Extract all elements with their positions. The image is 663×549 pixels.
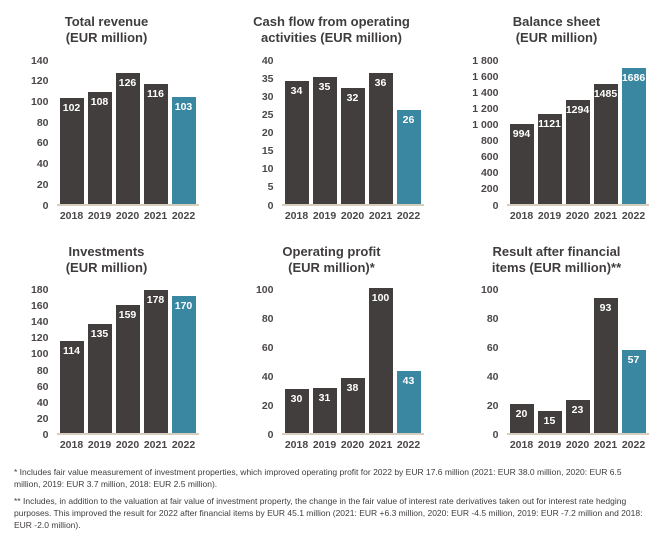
y-tick-label: 5 — [267, 181, 274, 194]
plot-right — [507, 61, 649, 222]
x-tick-label: 2022 — [396, 439, 421, 451]
x-tick-label: 2021 — [593, 209, 618, 222]
y-tick-label: 100 — [480, 284, 499, 296]
y-tick-label: 100 — [30, 348, 49, 361]
chart-title-line: items (EUR million)** — [491, 259, 622, 275]
bar-value-label: 108 — [90, 95, 109, 108]
bar-2020 — [566, 400, 590, 433]
plot-right — [57, 61, 199, 222]
x-tick-label: 2021 — [593, 439, 618, 451]
x-tick-label: 2018 — [284, 439, 309, 451]
chart-result-after-financial-items — [464, 232, 649, 452]
y-tick-label: 1 000 — [472, 118, 499, 131]
y-tick-label: 20 — [36, 178, 49, 191]
x-tick-label: 2020 — [565, 439, 590, 451]
chart-total-revenue — [14, 2, 199, 222]
x-tick-label: 2022 — [621, 209, 646, 222]
bar-2019 — [313, 77, 337, 204]
plot-area — [465, 54, 649, 222]
y-tick-label: 25 — [261, 108, 274, 121]
chart-title-line: activities (EUR million) — [261, 30, 402, 46]
x-tick-label: 2019 — [87, 209, 112, 222]
bar-2021 — [144, 84, 168, 204]
bar-2018 — [60, 98, 84, 204]
x-tick-label: 2018 — [509, 439, 534, 451]
bar-2018 — [285, 389, 309, 433]
x-axis — [282, 210, 424, 222]
y-tick-label: 40 — [261, 371, 274, 383]
plot-right — [282, 61, 424, 222]
y-axis — [240, 54, 274, 212]
plot-right — [57, 290, 199, 451]
bar-2022 — [622, 68, 646, 204]
y-tick-label: 120 — [30, 75, 49, 88]
bar-value-label: 1294 — [565, 103, 590, 116]
y-tick-label: 0 — [267, 199, 274, 212]
bar-value-label: 43 — [402, 375, 415, 387]
y-tick-label: 20 — [36, 412, 49, 425]
bar-value-label: 994 — [512, 127, 531, 140]
chart-title — [253, 14, 410, 47]
bar-value-label: 114 — [63, 345, 80, 357]
chart-title — [66, 244, 148, 277]
x-axis — [57, 439, 199, 451]
y-tick-label: 80 — [486, 313, 499, 325]
x-tick-label: 2020 — [115, 209, 140, 222]
plot-area — [15, 54, 199, 222]
bar-value-label: 159 — [118, 309, 137, 321]
bar-value-label: 1121 — [538, 117, 561, 130]
y-tick-label: 200 — [480, 183, 499, 196]
footnote-result-after-financial-items: ** Includes, in addition to the valuation at fair value of investment property, the change in the fair value of interest rate derivatives taken out for interest rate hedging purposes. This improved the result for 2022 after financial items by EUR 45.1 million (2021: EUR +6.3 million, 2020: EUR -4.5 million, 2019: EUR -7.2 million and 2018: EUR -2.0 million). — [14, 495, 643, 530]
x-tick-label: 2019 — [87, 439, 112, 451]
bar-2020 — [116, 305, 140, 433]
bar-2020 — [116, 73, 140, 204]
bar-value-label: 35 — [318, 80, 331, 93]
bar-2022 — [172, 296, 196, 433]
chart-operating-profit — [239, 232, 424, 452]
x-axis — [57, 210, 199, 222]
y-tick-label: 0 — [492, 429, 499, 441]
chart-cash-flow — [239, 2, 424, 222]
chart-title-line: (EUR million)* — [288, 259, 375, 275]
y-tick-label: 60 — [36, 380, 49, 393]
y-tick-label: 600 — [480, 151, 499, 164]
y-tick-label: 80 — [261, 313, 274, 325]
y-axis — [240, 284, 274, 441]
chart-title — [492, 244, 621, 277]
y-tick-label: 1 800 — [472, 54, 499, 67]
bar-2022 — [397, 371, 421, 433]
chart-title-line: Result after financial — [492, 243, 621, 259]
bar-2019 — [88, 324, 112, 433]
bar-value-label: 38 — [346, 382, 359, 394]
y-axis — [15, 284, 49, 441]
y-tick-label: 800 — [480, 135, 499, 148]
y-tick-label: 10 — [261, 163, 274, 176]
bar-2018 — [510, 124, 534, 204]
y-axis — [465, 284, 499, 441]
x-axis — [282, 439, 424, 451]
y-tick-label: 60 — [486, 342, 499, 354]
plot-area — [240, 54, 424, 222]
y-axis — [15, 54, 49, 212]
y-tick-label: 120 — [30, 332, 49, 345]
bar-value-label: 116 — [147, 87, 164, 100]
bars — [57, 61, 199, 206]
x-tick-label: 2022 — [171, 209, 196, 222]
chart-balance-sheet — [464, 2, 649, 222]
chart-title-line: (EUR million) — [515, 30, 598, 46]
y-tick-label: 0 — [267, 429, 274, 441]
bar-2019 — [88, 92, 112, 204]
chart-title — [282, 244, 380, 277]
x-tick-label: 2018 — [59, 439, 84, 451]
bar-2020 — [341, 378, 365, 433]
y-tick-label: 80 — [36, 364, 49, 377]
chart-title — [65, 14, 149, 47]
x-axis — [507, 439, 649, 451]
bar-2022 — [622, 350, 646, 433]
x-tick-label: 2022 — [621, 439, 646, 451]
y-tick-label: 20 — [261, 127, 274, 139]
x-tick-label: 2020 — [115, 439, 140, 451]
y-tick-label: 40 — [36, 158, 49, 171]
plot-area — [15, 284, 199, 451]
bar-2019 — [313, 388, 337, 433]
y-tick-label: 80 — [36, 116, 49, 129]
x-tick-label: 2021 — [368, 209, 393, 222]
bar-value-label: 178 — [146, 294, 165, 306]
bar-value-label: 57 — [627, 354, 640, 366]
bar-2021 — [144, 290, 168, 433]
bar-value-label: 126 — [118, 76, 137, 89]
bar-value-label: 36 — [374, 76, 387, 89]
bar-value-label: 15 — [543, 415, 556, 427]
y-tick-label: 30 — [261, 90, 274, 103]
bars — [282, 61, 424, 206]
chart-title-line: (EUR million) — [65, 259, 148, 275]
y-tick-label: 0 — [42, 199, 49, 212]
chart-title-line: Balance sheet — [512, 14, 601, 29]
y-tick-label: 20 — [261, 400, 274, 412]
x-tick-label: 2019 — [312, 439, 337, 451]
y-tick-label: 140 — [30, 54, 49, 67]
plot-area — [465, 284, 649, 451]
chart-title-line: Investments — [68, 243, 145, 259]
x-tick-label: 2019 — [537, 439, 562, 451]
y-tick-label: 40 — [36, 396, 49, 409]
bar-value-label: 1686 — [621, 71, 646, 84]
y-tick-label: 100 — [30, 95, 49, 108]
y-tick-label: 0 — [42, 429, 49, 441]
x-tick-label: 2020 — [340, 439, 365, 451]
bar-2019 — [538, 411, 562, 433]
bar-value-label: 103 — [174, 100, 193, 113]
footnote-operating-profit: * Includes fair value measurement of investment properties, which improved operating profit for 2022 by EUR 17.6 million (2021: EUR 38.0 million, 2020: EUR 6.5 million, 2019: EUR 3.7 million, 2018: EUR 2.5 million). — [14, 467, 622, 489]
bar-value-label: 26 — [402, 113, 415, 126]
plot-right — [507, 290, 649, 451]
x-tick-label: 2022 — [171, 439, 196, 451]
plot-area — [240, 284, 424, 451]
bar-value-label: 32 — [346, 91, 359, 104]
x-tick-label: 2021 — [143, 439, 168, 451]
x-tick-label: 2021 — [368, 439, 393, 451]
bar-2020 — [341, 88, 365, 204]
y-tick-label: 0 — [492, 199, 499, 212]
y-tick-label: 15 — [261, 145, 274, 158]
y-tick-label: 140 — [30, 316, 49, 329]
plot-right — [282, 290, 424, 451]
y-tick-label: 40 — [261, 54, 274, 67]
bar-2018 — [60, 341, 84, 433]
bar-value-label: 1485 — [593, 87, 618, 100]
bar-value-label: 23 — [571, 404, 584, 416]
y-axis — [465, 54, 499, 212]
chart-title-line: Operating profit — [282, 243, 381, 259]
bar-value-label: 31 — [318, 392, 331, 404]
bar-value-label: 30 — [290, 393, 303, 405]
bar-value-label: 34 — [290, 84, 303, 97]
bar-2022 — [397, 110, 421, 204]
chart-title-line: Total revenue — [64, 14, 149, 29]
y-tick-label: 40 — [486, 371, 499, 383]
bars — [507, 290, 649, 435]
x-tick-label: 2018 — [59, 209, 84, 222]
chart-title-line: (EUR million) — [65, 30, 148, 46]
x-axis — [507, 210, 649, 222]
y-tick-label: 160 — [30, 300, 49, 313]
chart-title-line: Cash flow from operating — [253, 14, 410, 29]
bars — [282, 290, 424, 435]
y-tick-label: 1 600 — [472, 70, 499, 83]
bar-value-label: 102 — [62, 101, 81, 114]
bars — [507, 61, 649, 206]
x-tick-label: 2022 — [396, 209, 421, 222]
x-tick-label: 2019 — [537, 209, 562, 222]
bar-2018 — [285, 81, 309, 204]
bar-2021 — [369, 288, 393, 433]
bar-2022 — [172, 97, 196, 204]
y-tick-label: 60 — [36, 137, 49, 150]
bar-2021 — [369, 73, 393, 204]
bar-value-label: 20 — [515, 408, 528, 420]
y-tick-label: 20 — [486, 400, 499, 412]
x-tick-label: 2021 — [143, 209, 168, 222]
bar-2021 — [594, 84, 618, 204]
bar-value-label: 93 — [599, 302, 612, 314]
y-tick-label: 1 400 — [472, 86, 499, 99]
bar-value-label: 170 — [174, 300, 193, 312]
bars — [57, 290, 199, 435]
footnotes — [14, 467, 649, 531]
bar-2019 — [538, 114, 562, 204]
y-tick-label: 35 — [261, 72, 274, 85]
x-tick-label: 2019 — [312, 209, 337, 222]
bar-value-label: 100 — [371, 292, 390, 304]
bar-value-label: 135 — [90, 328, 109, 340]
x-tick-label: 2020 — [565, 209, 590, 222]
chart-investments — [14, 232, 199, 452]
bar-2018 — [510, 404, 534, 433]
bar-2020 — [566, 100, 590, 204]
x-tick-label: 2018 — [509, 209, 534, 222]
x-tick-label: 2018 — [284, 209, 309, 222]
y-tick-label: 180 — [30, 284, 49, 296]
y-tick-label: 400 — [480, 167, 499, 180]
y-tick-label: 1 200 — [472, 102, 499, 115]
bar-2021 — [594, 298, 618, 433]
x-tick-label: 2020 — [340, 209, 365, 222]
y-tick-label: 60 — [261, 342, 274, 354]
y-tick-label: 100 — [255, 284, 274, 296]
chart-title — [513, 14, 600, 47]
